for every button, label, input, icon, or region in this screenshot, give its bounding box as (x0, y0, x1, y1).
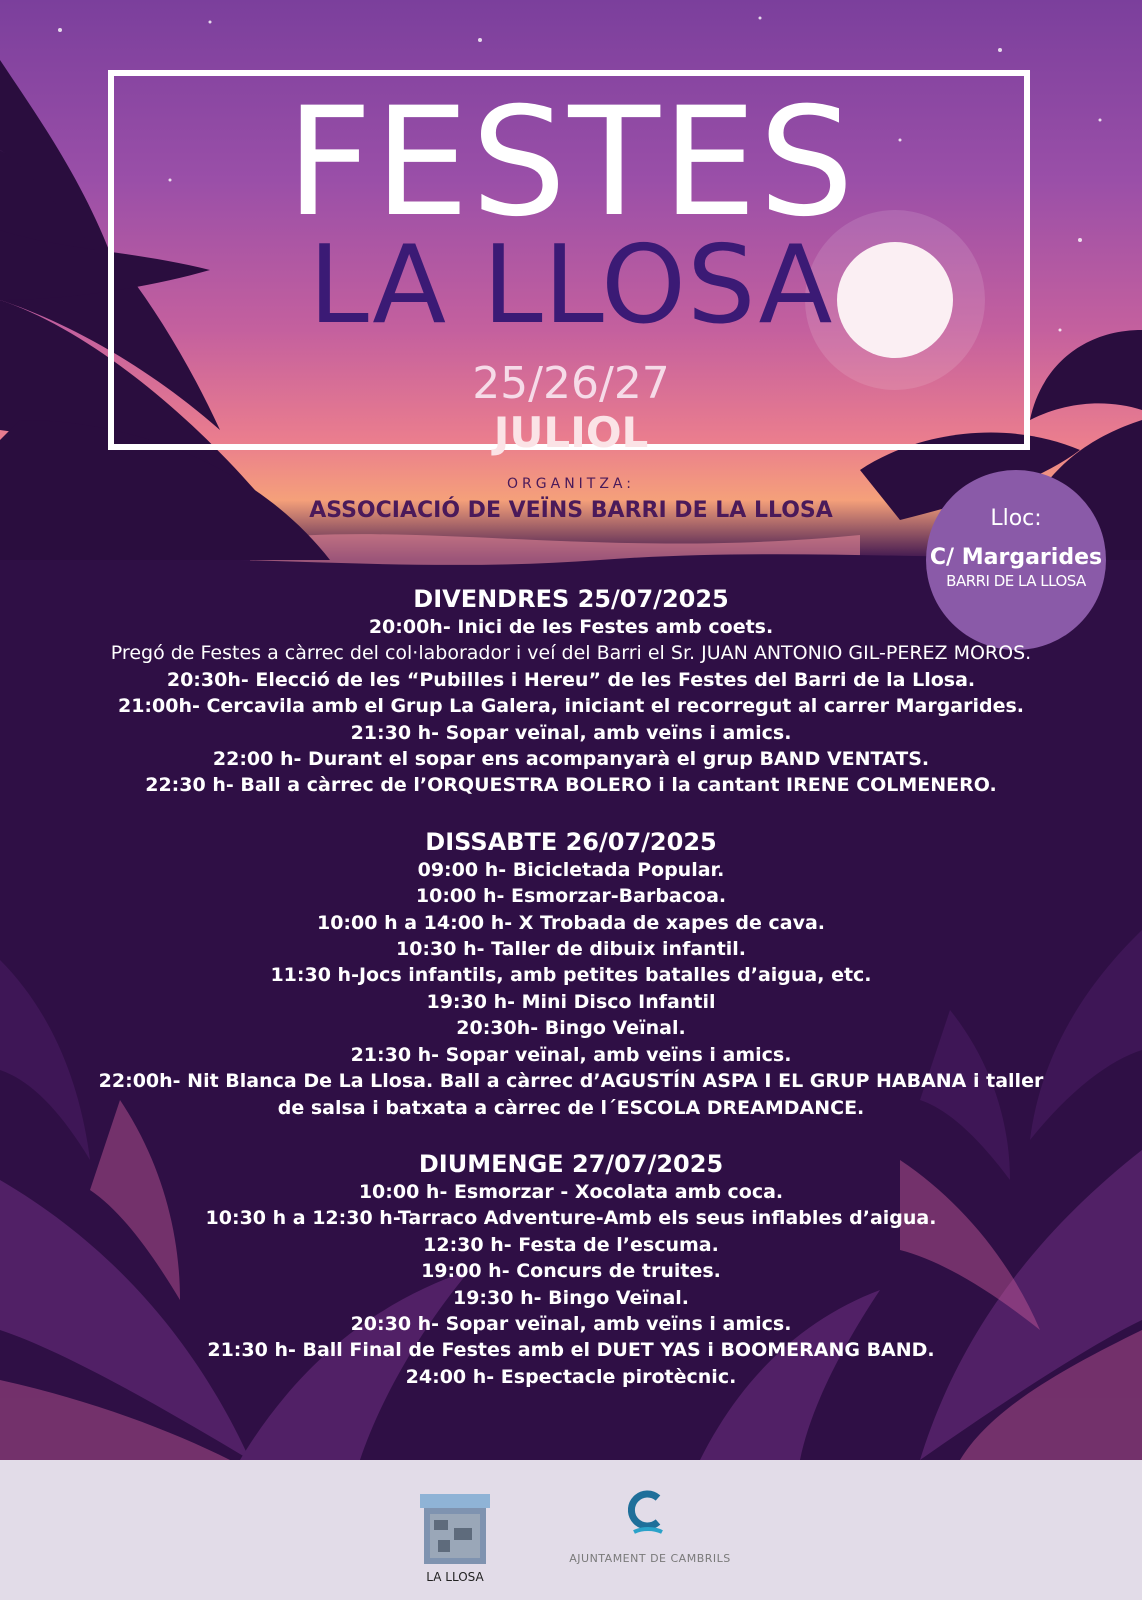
program-line: 21:30 h- Sopar veïnal, amb veïns i amics. (350, 1043, 792, 1066)
program-line: 10:00 h a 14:00 h- X Trobada de xapes de cava. (316, 911, 825, 934)
program-line: 11:30 h-Jocs infantils, amb petites batalles d’aigua, etc. (270, 964, 872, 987)
program-line: 10:30 h- Taller de dibuix infantil. (395, 938, 747, 961)
program-line: 10:30 h a 12:30 h-Tarraco Adventure-Amb els seus inflables d’aigua. (205, 1207, 937, 1230)
program-line: 22:30 h- Ball a càrrec de l’ORQUESTRA BOLERO i la cantant IRENE COLMENERO. (145, 774, 997, 797)
festival-dates: 25/26/27 (472, 358, 670, 409)
cambrils-c-logo (628, 1490, 668, 1540)
program-line: 21:30 h- Ball Final de Festes amb el DUET YAS i BOOMERANG BAND. (207, 1339, 935, 1362)
program-line: 12:30 h- Festa de l’escuma. (423, 1233, 719, 1256)
title-la-llosa: LA LLOSA (308, 223, 834, 348)
day-section-sunday (20, 1149, 1122, 1390)
program-line: 10:00 h- Esmorzar - Xocolata amb coca. (358, 1180, 784, 1203)
program-line: 19:30 h- Mini Disco Infantil (426, 990, 716, 1013)
program-line: 19:00 h- Concurs de truites. (421, 1260, 721, 1283)
program-line: de salsa i batxata a càrrec de l´ESCOLA DREAMDANCE. (277, 1096, 865, 1119)
program-line: 22:00 h- Durant el sopar ens acompanyarà el grup BAND VENTATS. (212, 748, 930, 771)
title-festes: FESTES (286, 76, 856, 250)
program-line: 09:00 h- Bicicletada Popular. (417, 858, 725, 881)
day-section-saturday (20, 827, 1122, 1121)
organizer-label: ORGANITZA: (507, 476, 635, 492)
association-logo (412, 1488, 498, 1572)
program-line: 22:00h- Nit Blanca De La Llosa. Ball a càrrec d’AGUSTÍN ASPA I EL GRUP HABANA i taller (98, 1070, 1044, 1093)
program-line: 20:30 h- Sopar veïnal, amb veïns i amics. (350, 1312, 792, 1335)
day-title: DIUMENGE 27/07/2025 (418, 1149, 724, 1178)
program-line: 19:30 h- Bingo Veïnal. (452, 1286, 690, 1309)
program-line: 20:30h- Elecció de les “Pubilles i Hereu” de les Festes del Barri de la Llosa. (166, 668, 976, 691)
program-line: 20:30h- Bingo Veïnal. (456, 1017, 686, 1040)
organizer-name: ASSOCIACIÓ DE VEÏNS BARRI DE LA LLOSA (309, 498, 833, 523)
program-line: 10:00 h- Esmorzar-Barbacoa. (415, 885, 727, 908)
program-line: 21:30 h- Sopar veïnal, amb veïns i amics. (350, 721, 792, 744)
program-line: 24:00 h- Espectacle pirotècnic. (405, 1365, 737, 1388)
day-title: DISSABTE 26/07/2025 (425, 827, 717, 856)
association-logo-text: LA LLOSA (426, 1570, 484, 1584)
location-area: BARRI DE LA LLOSA (946, 572, 1086, 590)
day-section-friday (20, 584, 1122, 799)
location-label: Lloc: (990, 506, 1042, 531)
program-line: 20:00h- Inici de les Festes amb coets. (368, 616, 774, 638)
day-title: DIVENDRES 25/07/2025 (413, 585, 729, 613)
program-line: 21:00h- Cercavila amb el Grup La Galera, iniciant el recorregut al carrer Margarides. (117, 695, 1025, 718)
council-name: AJUNTAMENT DE CAMBRILS (569, 1552, 731, 1565)
location-street: C/ Margarides (929, 545, 1103, 570)
program (20, 584, 1122, 1418)
festival-month: JULIOL (493, 408, 649, 457)
program-line: Pregó de Festes a càrrec del col·laborador i veí del Barri el Sr. JUAN ANTONIO GIL-PEREZ MOROS. (110, 642, 1032, 665)
footer (0, 1460, 1142, 1600)
